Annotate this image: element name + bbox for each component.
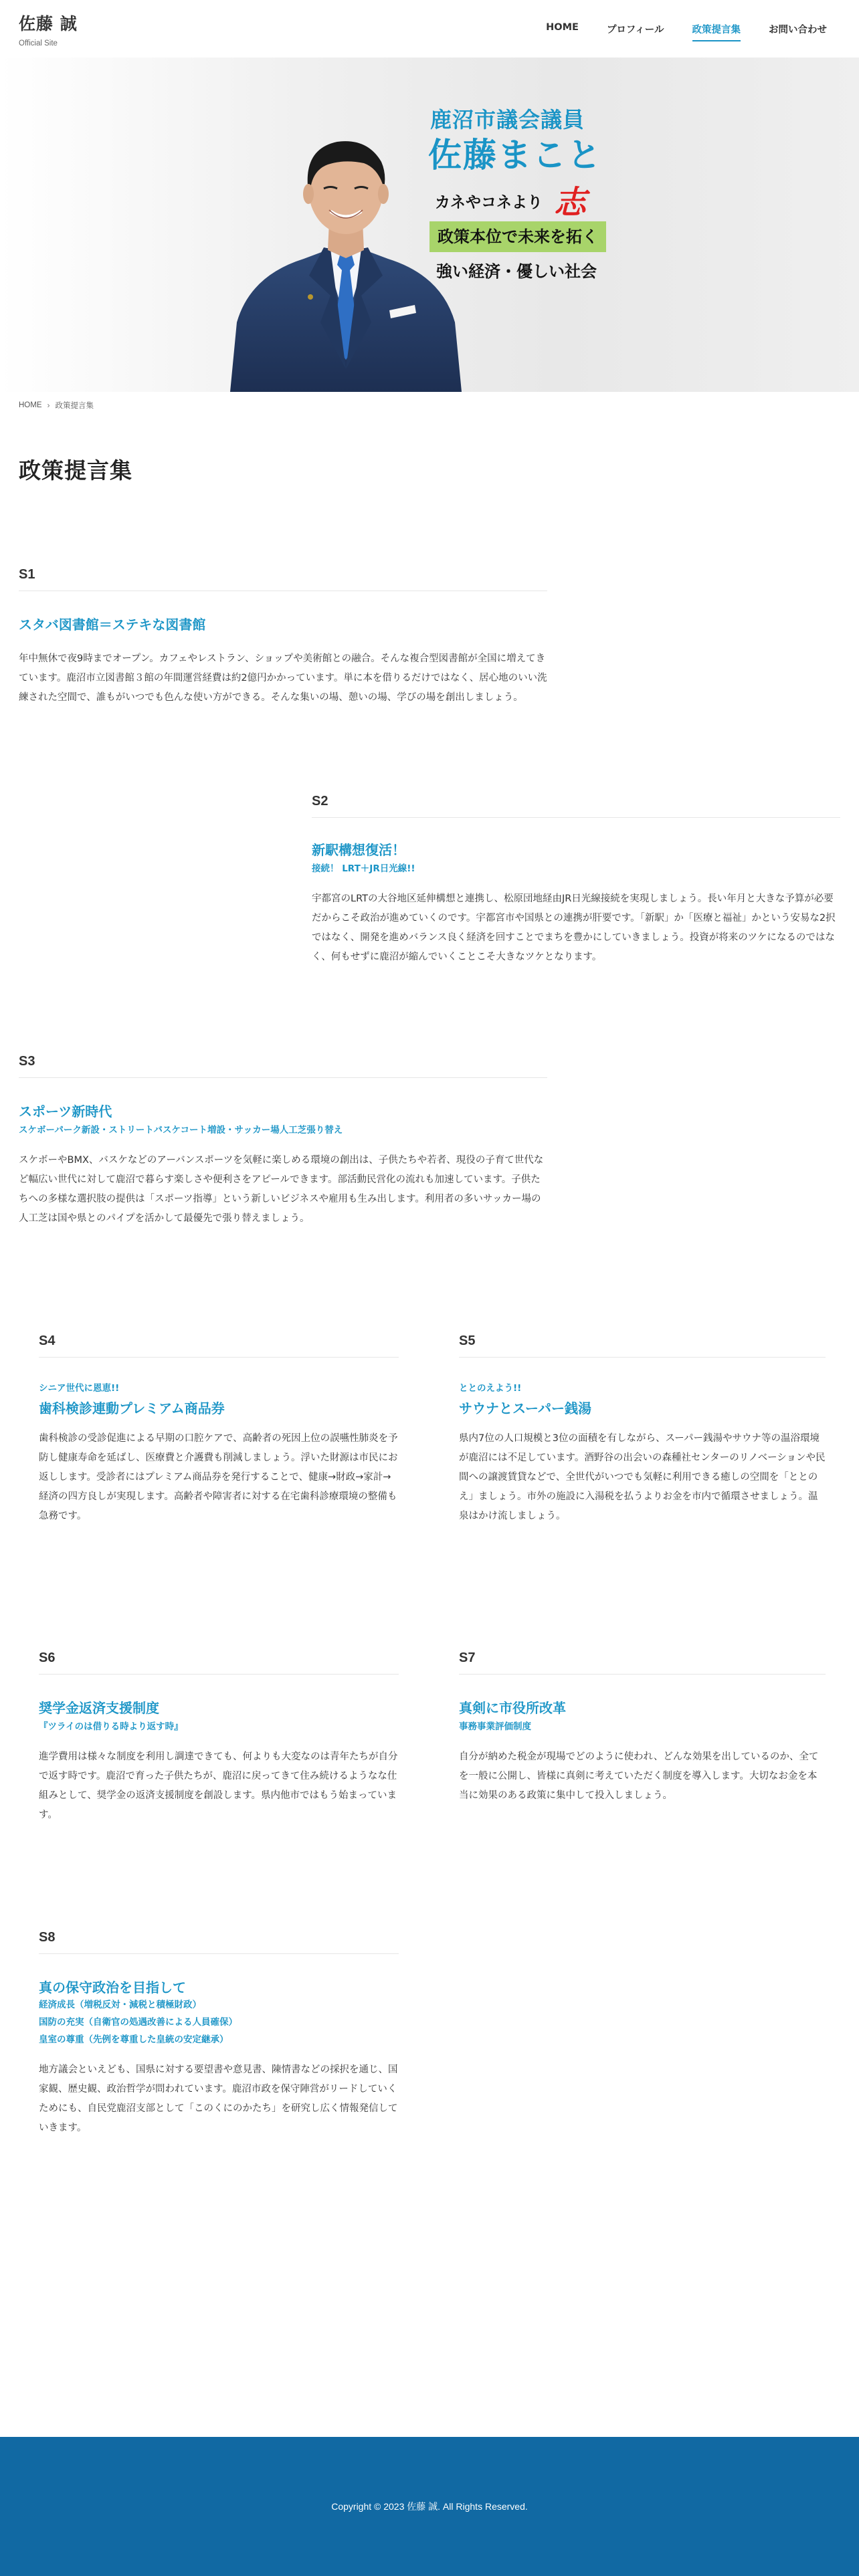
hero-slogan-1: カネやコネより [435, 194, 543, 211]
section-subtitle-2: 国防の充実（自衛官の処遇改善による人員確保） [39, 2017, 237, 2028]
policy-section-s1 [19, 567, 547, 708]
hero-banner [0, 58, 859, 392]
hero-kokorozashi-mark: 志 [554, 184, 587, 221]
section-body: 地方議会といえども、国県に対する要望書や意見書、陳情書などの採択を通じ、国家観、歴史観、政治哲学が問われています。鹿沼市政を保守陣営がリードしていくためにも、自民党鹿沼支部として「このくにのかたち」を研究し広く情報発信していきます。 [39, 2064, 398, 2133]
section-body: 進学費用は様々な制度を利用し調達できても、何よりも大変なのは青年たちが自分で返す時です。鹿沼で育った子供たちが、鹿沼に戻ってきて住み続けるようなな仕組みとして、奨学金の返済支援制度を創設します。県内他市ではもう始まっています。 [39, 1751, 398, 1820]
section-label: S8 [39, 1930, 56, 1945]
section-subtitle-1: 経済成長（増税反対・減税と積極財政） [39, 2000, 201, 2010]
page-title: 政策提言集 [19, 457, 132, 484]
section-label: S7 [459, 1650, 476, 1665]
section-subtitle-3: 皇室の尊重（先例を尊重した皇統の安定継承） [39, 2034, 229, 2045]
hero-slogan-2: 政策本位で未来を拓く [430, 221, 606, 252]
section-body: 県内7位の人口規模と3位の面積を有しながら、スーパー銭湯やサウナ等の温浴環境が鹿沼には不足しています。酒野谷の出会いの森種社センターのリノベーションや民間への譲渡賃貸などで、全世代がいつでも気軽に利用できる癒しの空間を「ととのえ」ましょう。市外の施設に入湯税を払うよりお金を市内で循環させましょう。温泉はかけ流しましょう。 [459, 1433, 826, 1521]
chevron-right-icon: › [47, 401, 50, 410]
section-divider [39, 1674, 399, 1675]
section-body: 年中無休で夜9時までオープン。カフェやレストラン、ショップや美術館との融合。そんな複合型図書館が全国に増えてきています。鹿沼市立図書館３館の年間運営経費は約2億円かかっています。単に本を借りるだけではなく、居心地のいい洗練された空間で、誰もがいつでも色んな使い方ができる。そんな集いの場、憩いの場、学びの場を創出しましょう。 [19, 653, 547, 703]
portrait-image [230, 122, 462, 392]
section-label: S5 [459, 1333, 476, 1348]
section-pretitle: ととのえよう!! [459, 1383, 522, 1394]
global-nav [518, 19, 827, 41]
section-divider [459, 1674, 826, 1675]
section-divider [312, 817, 840, 818]
section-label: S2 [312, 794, 328, 809]
breadcrumb-current: 政策提言集 [55, 402, 94, 410]
section-divider [39, 1953, 399, 1954]
section-label: S4 [39, 1333, 56, 1348]
section-body: スケボーやBMX、バスケなどのアーバンスポーツを気軽に楽しめる環境の創出は、子供たちや若者、現役の子育て世代など幅広い世代に対して鹿沼で暮らす楽しさや便利さをアピールできます。部活動民営化の流れも加速しています。子供たちへの多様な選択肢の提供は「スポーツ指導」という新しいビジネスや雇用も生み出します。利用者の多いサッカー場の人工芝は国や県とのパイプを活かして最優先で張り替えましょう。 [19, 1155, 544, 1224]
section-subtitle: 『ツライのは借りる時より返す時』 [39, 1721, 183, 1732]
nav-profile[interactable]: プロフィール [606, 25, 664, 35]
nav-contact[interactable]: お問い合わせ [769, 25, 827, 35]
section-body: 宇都宮のLRTの大谷地区延伸構想と連携し、松原団地経由JR日光線接続を実現しましょう。長い年月と大きな予算が必要だからこそ政治が進めていくのです。宇都宮市や国県との連携が肝要です。「新駅」か「医療と福祉」かという安易な2択ではなく、開発を進めバランス良く経済を回すことでまちを豊かにしていきましょう。投資が将来のツケになるのではなく、何もせずに鹿沼が縮んでいくことこそ大きなツケとなります。 [312, 893, 836, 962]
section-title: 真剣に市役所改革 [459, 1700, 566, 1716]
breadcrumb-home[interactable]: HOME [19, 401, 42, 409]
hero-slogan-3: 強い経済・優しい社会 [436, 262, 597, 281]
section-body: 自分が納めた税金が現場でどのように使われ、どんな効果を出しているのか、全てを一般に公開し、皆様に真剣に考えていただく制度を導入します。大切なお金を本当に効果のある政策に集中して投入しましょう。 [459, 1751, 819, 1801]
policy-section-s3 [19, 1054, 547, 1228]
section-label: S1 [19, 567, 35, 582]
breadcrumb [19, 400, 94, 411]
section-divider [19, 1077, 547, 1078]
site-logo-subtitle: Official Site [19, 39, 58, 47]
policy-section-s4 [39, 1333, 399, 1526]
hero-position-title: 鹿沼市議会議員 [430, 107, 585, 132]
section-label: S3 [19, 1054, 35, 1069]
section-title: 新駅構想復活！ [312, 842, 405, 858]
copyright-text: Copyright © 2023 佐藤 誠. All Rights Reserved. [331, 2501, 528, 2512]
nav-policy[interactable]: 政策提言集 [692, 19, 741, 41]
policy-section-s2 [312, 794, 840, 967]
policy-section-s5 [459, 1333, 826, 1526]
hero-candidate-name: 佐藤まこと [428, 136, 602, 175]
section-divider [39, 1357, 399, 1358]
policy-section-s8 [39, 1930, 399, 2138]
section-title: 奨学金返済支援制度 [39, 1700, 159, 1716]
section-title: 真の保守政治を目指して [39, 1979, 186, 1996]
section-pretitle: シニア世代に恩恵!! [39, 1383, 120, 1394]
section-subtitle: 接続！ LRT＋JR日光線!! [312, 863, 415, 874]
section-body: 歯科検診の受診促進による早期の口腔ケアで、高齢者の死因上位の誤嚥性肺炎を予防し健康寿命を延ばし、医療費と介護費も削減しましょう。浮いた財源は市民にお返しします。受診者にはプレミアム商品券を発行することで、健康→財政→家計→経済の四方良しが実現します。高齢者や障害者に対する在宅歯科診療環境の整備も急務です。 [39, 1433, 398, 1521]
section-label: S6 [39, 1650, 56, 1665]
section-subtitle: スケボーパーク新設・ストリートバスケコート増設・サッカー場人工芝張り替え [19, 1125, 343, 1136]
site-logo-title[interactable]: 佐藤 誠 [19, 14, 78, 33]
policy-section-s6 [39, 1650, 399, 1825]
section-title: スタバ図書館＝ステキな図書館 [19, 617, 206, 633]
nav-home[interactable]: HOME [546, 22, 579, 33]
section-title: 歯科検診連動プレミアム商品券 [39, 1400, 225, 1416]
site-header [0, 0, 859, 58]
site-footer [0, 2437, 859, 2576]
section-divider [459, 1357, 826, 1358]
policy-section-s7 [459, 1650, 826, 1806]
section-subtitle: 事務事業評価制度 [459, 1721, 531, 1732]
section-title: スポーツ新時代 [19, 1103, 112, 1119]
section-title: サウナとスーパー銭湯 [459, 1400, 591, 1416]
